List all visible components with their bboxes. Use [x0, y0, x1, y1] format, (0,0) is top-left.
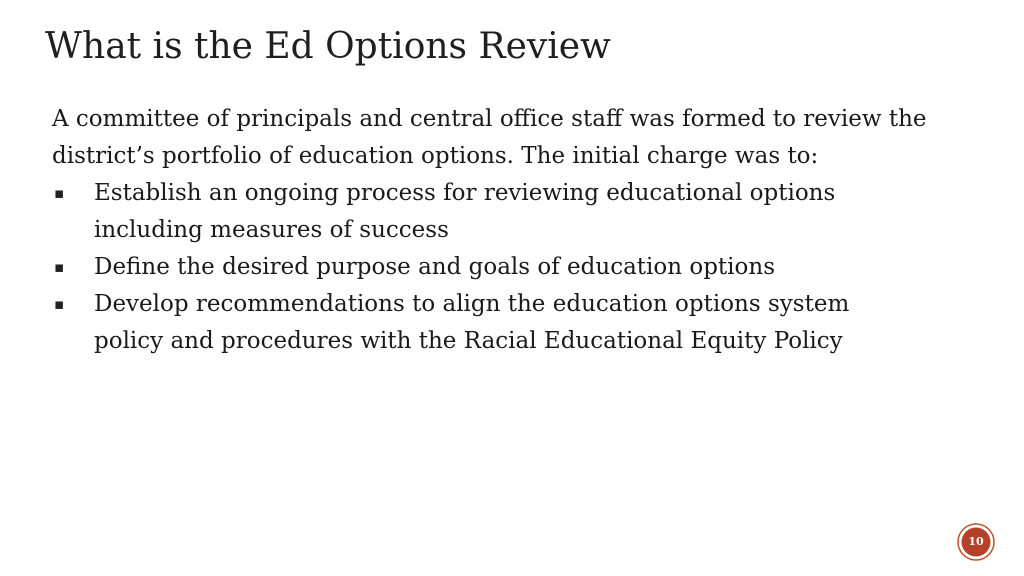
intro-paragraph: A committee of principals and central office staff was formed to review the district’s portfolio of education options. The initial charge was to: — [52, 106, 927, 169]
bullet-item — [52, 249, 924, 286]
square-bullet-icon: ▪ — [54, 295, 65, 313]
slide-body — [52, 101, 972, 360]
slide-title: What is the Ed Options Review — [45, 26, 611, 67]
bullet-text: Define the desired purpose and goals of education options — [94, 254, 775, 280]
square-bullet-icon: ▪ — [54, 258, 65, 276]
page-number: 10 — [968, 535, 984, 548]
square-bullet-icon: ▪ — [54, 184, 65, 202]
bullet-item — [52, 175, 924, 249]
page-number-badge — [957, 523, 995, 561]
bullet-text: Establish an ongoing process for reviewing educational options including measures of success — [94, 180, 836, 243]
bullet-text: Develop recommendations to align the education options system policy and procedures with the Racial Educational Equity Policy — [94, 291, 850, 354]
bullet-list — [52, 175, 972, 360]
bullet-item — [52, 286, 924, 360]
